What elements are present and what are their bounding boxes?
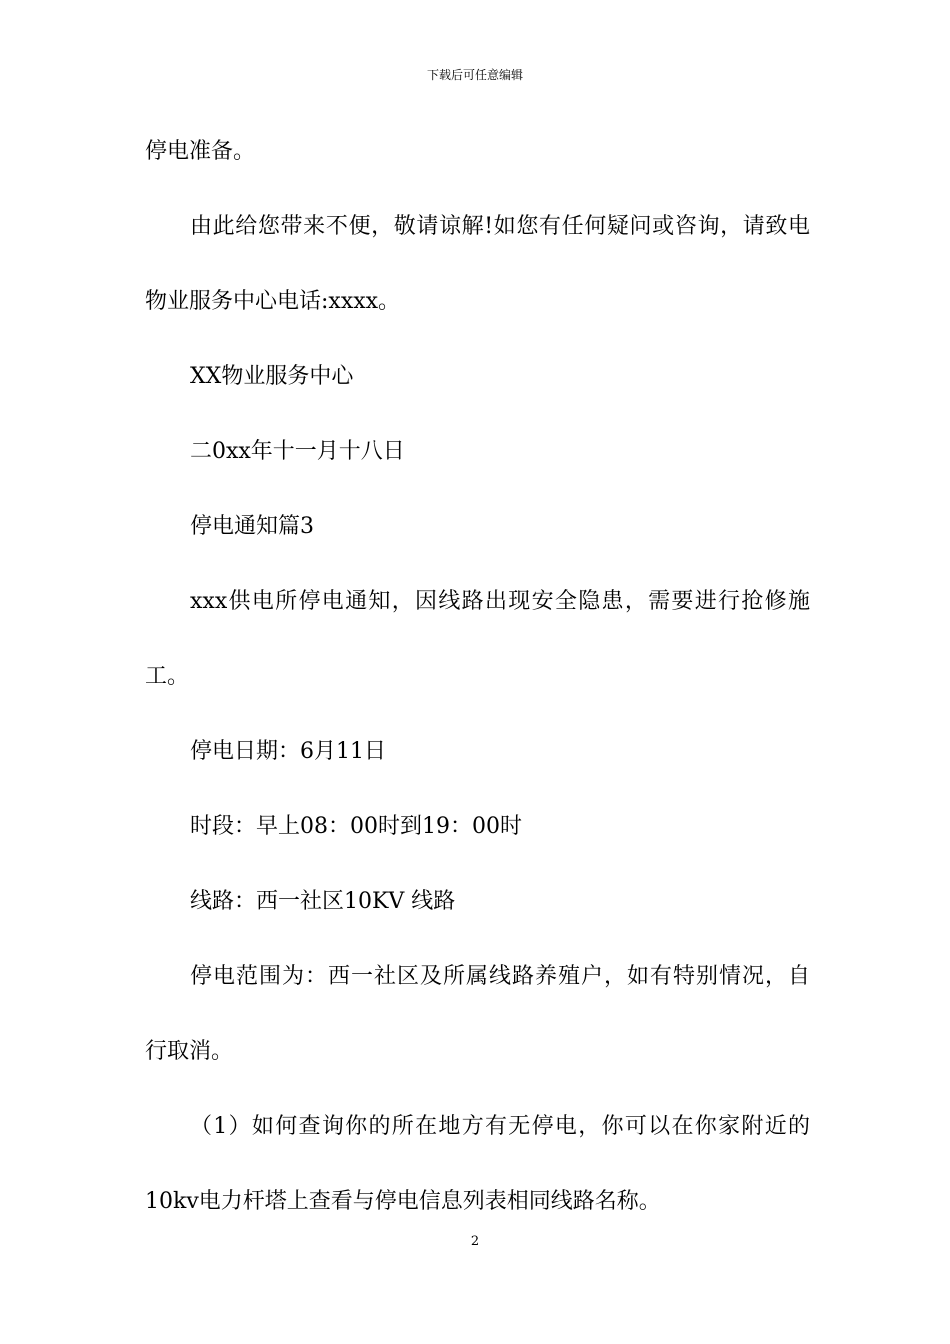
body-line-15: 10kv电力杆塔上查看与停电信息列表相同线路名称。 [145, 1189, 661, 1214]
body-line-3: 物业服务中心电话:xxxx。 [145, 289, 401, 314]
download-note-header: 下载后可任意编辑 [426, 68, 523, 82]
signature-date: 二0xx年十一月十八日 [190, 439, 405, 464]
body-line-14: （1）如何查询你的所在地方有无停电，你可以在你家附近的 [190, 1114, 810, 1139]
outage-date: 停电日期：6月11日 [190, 739, 386, 764]
outage-range: 停电范围为：西一社区及所属线路养殖户，如有特别情况，自 [190, 964, 810, 989]
body-line-1: 停电准备。 [145, 139, 256, 164]
body-line-13: 行取消。 [145, 1039, 234, 1064]
outage-time: 时段：早上08：00时到19：00时 [190, 814, 522, 839]
body-line-2: 由此给您带来不便，敬请谅解!如您有任何疑问或咨询，请致电 [190, 214, 810, 239]
outage-line: 线路：西一社区10KV 线路 [190, 889, 456, 914]
section-heading: 停电通知篇3 [190, 514, 314, 539]
body-line-7: xxx供电所停电通知，因线路出现安全隐患，需要进行抢修施 [190, 589, 810, 614]
page-number: 2 [470, 1234, 480, 1249]
body-line-8: 工。 [145, 664, 190, 689]
signature-org: XX物业服务中心 [190, 364, 354, 389]
